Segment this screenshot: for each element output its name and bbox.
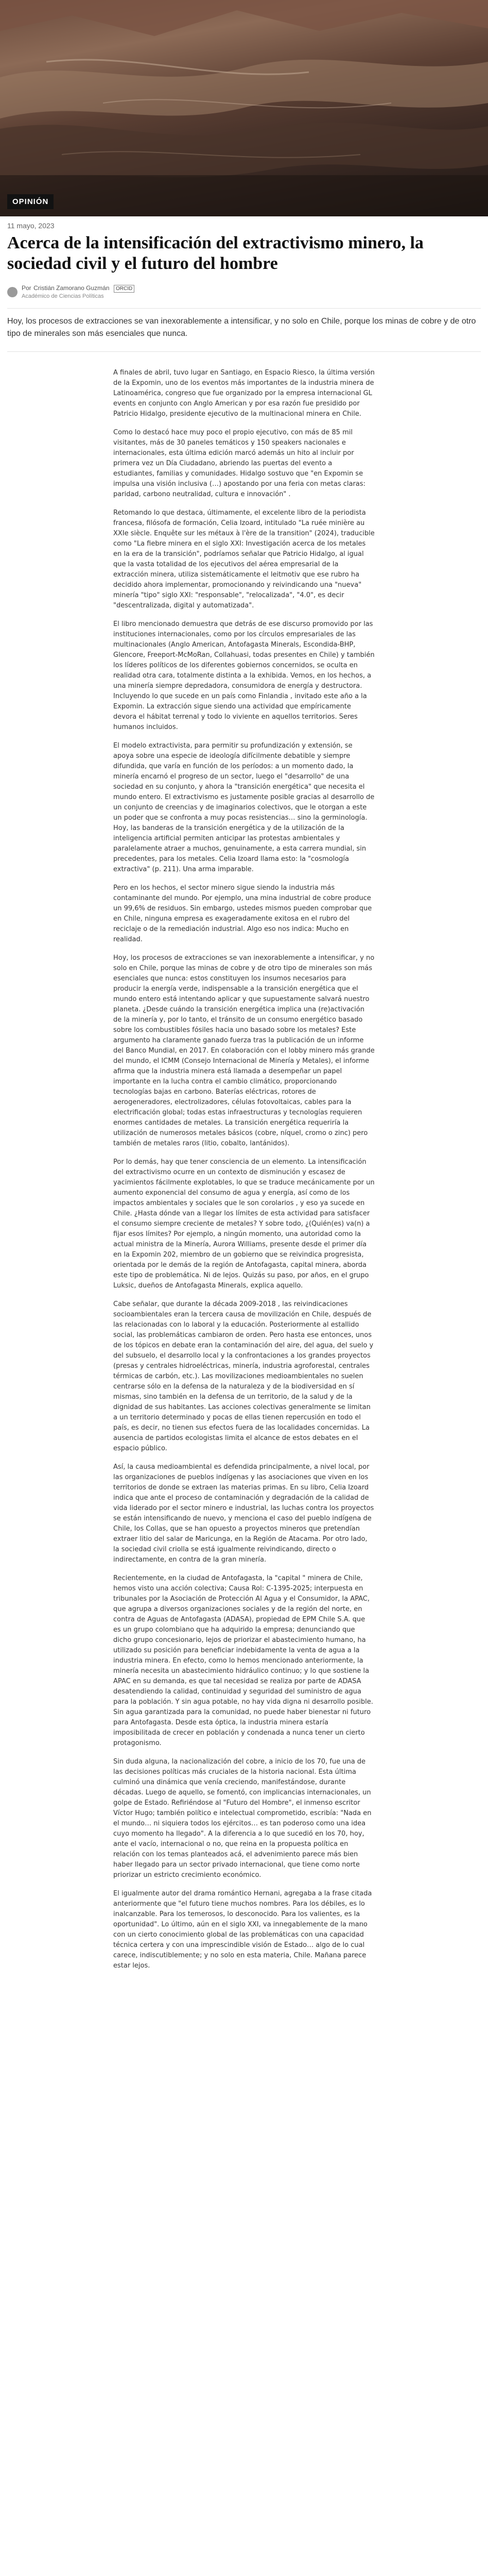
body-paragraph: Recientemente, en la ciudad de Antofagasta, la "capital " minera de Chile, hemos visto una acción colectiva; Causa Rol: C-1395-2025; interpuesta en tribunales por la Asociación de Protección Al Agua y el Consumidor, la APAC, que agrupa a diversos organizaciones sociales y de la región del norte, en contra de Aguas de Antofagasta (ADASA), propiedad de EPM Chile S.A. que es un grupo colombiano que ha adquirido la empresa; denunciando que dicho grupo concesionario, lejos de priorizar el abastecimiento humano, ha utilizado su posición para beneficiar indebidamente la venta de agua a la industria minera. En efecto, como lo hemos mencionado anteriormente, la minería necesita un abastecimiento hidráulico continuo; y lo que sostiene la APAC en su demanda, es que tal necesidad se realiza por parte de ADASA desatendiendo la calidad, continuidad y seguridad del suministro de agua para la población. Y sin agua potable, no hay vida digna ni desarrollo posible. Sin agua garantizada para la comunidad, no puede haber bienestar ni futuro para Antofagasta. Desde esta óptica, la industria minera estaría imposibilitada de crecer en población y condenada a nunca tener un cierto protagonismo. bbox=[113, 1574, 373, 1747]
author-avatar bbox=[7, 287, 18, 297]
author-name[interactable]: Cristián Zamorano Guzmán bbox=[33, 284, 110, 292]
body-paragraph: Sin duda alguna, la nacionalización del cobre, a inicio de los 70, fue una de las decisiones políticas más cruciales de la historia nacional. Esta última culminó una dinámica que venía creciendo, manifestándose, durante décadas. Luego de aquello, se fomentó, con implicancias internacionales, un golpe de Estado. Refiriéndose al "Futuro del Hombre", el inmenso escritor Víctor Hugo; también político e intelectual comprometido, escribía: "Nada en el mundo… ni siquiera todos los ejércitos… es tan poderoso como una idea cuyo momento ha llegado". A la diferencia a lo que sucedió en los 70, hoy, ante el vacío, internacional o no, que reina en la propuesta política en relación con los temas planteados acá, el advenimiento parece más bien haber llegado para un sector privado internacional, que tiene como norte priorizar un estricto crecimiento económico. bbox=[113, 1758, 372, 1879]
orcid-badge[interactable]: ORCID bbox=[114, 285, 134, 293]
body-paragraph: Por lo demás, hay que tener consciencia de un elemento. La intensificación del extractivismo ocurre en un contexto de disminución y escasez de yacimientos fácilmente explotables, lo que se traduce mecánicamente por un aumento exponencial del consumo de agua y energía, así como de los impactos ambientales y sociales que le son corolarios , y eso ya sucede en Chile. ¿Hasta dónde van a llegar los límites de esta actividad para satisfacer el consumo siempre creciente de metales? Y sobre todo, ¿(Quién(es) va(n) a fijar esos límites? Por ejemplo, a ningún momento, una autoridad como la actual ministra de la Minería, Aurora Williams, presente desde el primer día en la Expomin 202, miembro de un gobierno que se reivindica progresista, orientada por le demás de la región de Antofagasta, capital minera, aborda este tipo de problemática. Ni de lejos. Quizás su paso, por años, en el grupo Luksic, dueños de Antofagasta Minerals, explica aquello. bbox=[113, 1158, 375, 1290]
body-paragraph: El igualmente autor del drama romántico Hernani, agregaba a la frase citada anteriormente que "el futuro tiene muchos nombres. Para los débiles, es lo inalcanzable. Para los temerosos, lo desconocido. Para los valientes, es la oportunidad". Lo último, aún en el siglo XXI, va innegablemente de la mano con un cierto conocimiento global de las problemáticas con una capacidad técnica certera y con una imprescindible visión de Estado… algo de lo cual carece, indiscutiblemente; y no solo en esta materia, Chile. Mañana parece estar lejos. bbox=[113, 1890, 372, 1970]
hero-image bbox=[0, 0, 488, 216]
body-paragraph: Pero en los hechos, el sector minero sigue siendo la industria más contaminante del mundo. Por ejemplo, una mina industrial de cobre produce un 99,6% de residuos. Sin embargo, ustedes mismos pueden comprobar que en Chile, ninguna empresa es exageradamente exitosa en el rubro del reciclaje o de la remediación industrial. Algo eso nos indica: Mucho en realidad. bbox=[113, 884, 372, 943]
body-paragraph: Así, la causa medioambiental es defendida principalmente, a nivel local, por las organizaciones de pueblos indígenas y las asociaciones que viven en los territorios de donde se extraen las materias primas. En su libro, Celia Izoard indica que ante el proceso de contaminación y degradación de la calidad de vida liderado por el sector minero e industrial, las luchas contra los proyectos se están intensificando de nuevo, y menciona el caso del pueblo indígena de Chile, los Collas, que se han opuesto a proyectos mineros que pretendían extraer litio del salar de Maricunga, en la Región de Atacama. Por otro lado, la sociedad civil criolla se está igualmente reivindicando, directo o indirectamente, en contra de la gran minería. bbox=[113, 1463, 374, 1564]
body-paragraph: A finales de abril, tuvo lugar en Santiago, en Espacio Riesco, la última versión de la Expomin, uno de los eventos más importantes de la industria minera de Latinoamérica, congreso que fue organizado por la empresa internacional GL events en conjunto con Anglo American y por esa razón fue presidido por Patricio Hidalgo, presidente ejecutivo de la multinacional minera en Chile. bbox=[113, 369, 375, 418]
author-line bbox=[22, 284, 134, 293]
article-body bbox=[113, 368, 375, 1979]
divider bbox=[7, 351, 481, 352]
section-label[interactable]: OPINIÓN bbox=[7, 194, 54, 209]
body-paragraph: Cabe señalar, que durante la década 2009-2018 , las reivindicaciones socioambientales eran la tercera causa de movilización en Chile, después de las relacionadas con lo laboral y la educación. Posteriormente al estallido social, las problemáticas cambiaron de orden. Pero hasta ese entonces, unos de los tópicos en debate eran la contaminación del aire, del agua, del suelo y del subsuelo, el desarrollo local y la confrontaciones a los grandes proyectos (presas y centrales hidroeléctricas, minería, industria agroforestal, centrales térmicas de carbón, etc.). Las movilizaciones medioambientales no suelen centrarse sólo en la defensa de la naturaleza y de la biodiversidad en sí mismas, sino también en la defensa de un territorio, de la salud y de la dignidad de sus habitantes. Las acciones colectivas generalmente se limitan a un territorio determinado y pocas de ellas tienen repercusión en todo el país, es decir, no tienen sus efectos fuera de las localidades concernidas. La ausencia de partidos ecologistas limita el alcance de estos debates en el espacio público. bbox=[113, 1300, 374, 1452]
byline-text bbox=[22, 284, 134, 300]
mine-landscape-illustration bbox=[0, 0, 488, 216]
body-paragraph: Retomando lo que destaca, últimamente, el excelente libro de la periodista francesa, filósofa de formación, Celia Izoard, intitulado "La ruée minière au XXIe siècle. Enquête sur les métaux à l'ère de la transition" (2024), traducible como "La fiebre minera en el siglo XXI: Investigación acerca de los metales en la era de la transición", podríamos señalar que Patricio Hidalgo, al igual que la vasta totalidad de los ejecutivos del aérea empresarial de la extracción minera, utiliza sistemáticamente el leitmotiv que ese rubro ha decidido ahora implementar, promocionando y reivindicando una "nueva" minería "tipo" siglo XXI: "responsable", "relocalizada", "4.0", es decir "descentralizada, digital y automatizada". bbox=[113, 509, 375, 609]
byline bbox=[7, 284, 134, 300]
body-paragraph: Como lo destacó hace muy poco el propio ejecutivo, con más de 85 mil visitantes, más de 30 paneles temáticos y 150 speakers nacionales e internacionales, esta última edición marcó además un hito al incluir por primera vez un Día Ciudadano, abriendo las puertas del evento a estudiantes, familias y comunidades. Hidalgo sostuvo que "en Expomin se impulsa una visión inclusiva (…) apostando por una feria con metas claras: paridad, carbono neutralidad, cultura e innovación" . bbox=[113, 429, 365, 498]
body-paragraph: El libro mencionado demuestra que detrás de ese discurso promovido por las instituciones internacionales, como por los círculos empresariales de las multinacionales (Anglo American, Antofagasta Minerals, Escondida-BHP, Glencore, Freeport-McMoRan, Collahuasi, todas presentes en Chile) y también los líderes políticos de los diferentes gobiernos concernidos, se oculta en realidad otra cara, totalmente distinta a la exhibida. Vemos, en los hechos, a una minería siempre depredadora, consumidora de energía y destructora. Incluyendo lo que sucede en un país como Finlandia , invitado este año a la Expomin. La extracción sigue siendo una actividad que empíricamente devora el hábitat terrenal y todo lo viviente en aquellos territorios. Seres humanos incluidos. bbox=[113, 620, 375, 731]
article-summary: Hoy, los procesos de extracciones se van inexorablemente a intensificar, y no solo en Chile, porque los minas de cobre y de otro tipo de minerales son más esenciales que nunca. bbox=[7, 317, 476, 338]
publish-date: 11 mayo, 2023 bbox=[7, 222, 55, 230]
body-paragraph: El modelo extractivista, para permitir su profundización y extensión, se apoya sobre una especie de ideología difícilmente debatible y siempre difundida, que varía en función de los períodos: a un momento dado, la minería encarnó el progreso de un sector, luego el "desarrollo" de una sociedad en su conjunto, y ahora la "transición energética" que necesita el mundo entero. El extractivismo es justamente posible gracias al desarrollo de un conjunto de creencias y de imaginarios colectivos, que le otorgan a este un poder que se confronta a muy pocas resistencias… sino la germinología. Hoy, las banderas de la transición energética y de la utilización de la inteligencia artificial permiten anticipar las protestas ambientales y paralelamente atraer a muchos, genuinamente, a esta carrera mundial, sin precedentes, para los metales. Celia Izoard llama esto: la "cosmología extractiva" (p. 211). Una arma imparable. bbox=[113, 742, 375, 873]
article-headline: Acerca de la intensificación del extractivismo minero, la sociedad civil y el futuro del hombre bbox=[7, 233, 424, 273]
divider bbox=[7, 308, 481, 309]
byline-prefix: Por bbox=[22, 284, 31, 292]
body-paragraph: Hoy, los procesos de extracciones se van inexorablemente a intensificar, y no solo en Chile, porque las minas de cobre y de otro tipo de minerales son más esenciales que nunca: estos constituyen los insumos necesarios para producir la energía verde, indispensable a la transición energética que el mundo entero está intentando aplicar y que supuestamente salvará nuestro planeta. ¿Desde cuándo la transición energética implica una (re)activación de la minería y, por lo tanto, el tránsito de un consumo energético basado sobre los combustibles fósiles hacia uno basado sobre los metales? Este argumento ha claramente ganado fuerza tras la publicación de un informe del Banco Mundial, en 2017. En colaboración con el lobby minero más grande del mundo, el ICMM (Consejo Internacional de Minería y Metales), el informe afirma que la industria minera está llamada a desempeñar un papel importante en la lucha contra el cambio climático, proporcionando tecnologías bajas en carbono. Baterías eléctricas, rotores de aerogeneradores, electrolizadores, células fotovoltaicas, cables para la electrificación global; todas estas infraestructuras y tecnologías requieren enormes cantidades de metales. La transición energética requeriría la utilización de numerosos metales básicos (cobre, níquel, cromo o zinc) pero también de metales raros (litio, cobalto, lantánidos). bbox=[113, 954, 375, 1147]
author-role: Académico de Ciencias Políticas bbox=[22, 293, 104, 299]
